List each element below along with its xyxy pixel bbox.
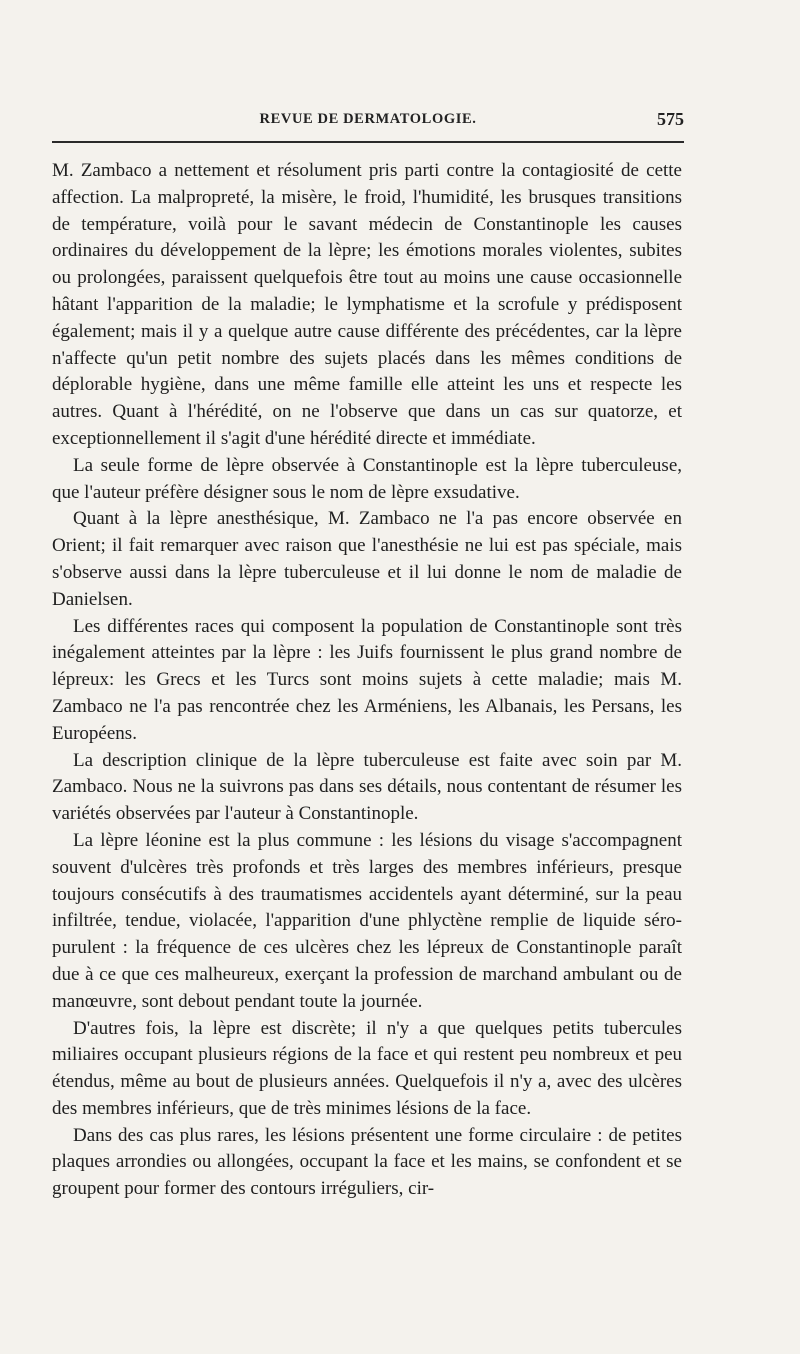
paragraph-anesthetic-form: Quant à la lèpre anesthésique, M. Zambaco ne l'a pas encore observée en Orient; il fait remarquer avec raison que l'anesthésie ne lui est pas spéciale, mais s'observe aussi dans la lèpre tuberculeuse et il lui donne le nom de maladie de Danielsen. <box>52 508 682 610</box>
article-body <box>52 158 682 1203</box>
header-rule <box>52 141 684 143</box>
paragraph-tuberculous-form: La seule forme de lèpre observée à Constantinople est la lèpre tuberculeuse, que l'auteur préfère désigner sous le nom de lèpre exsudative. <box>52 454 682 503</box>
paragraph-discrete-leprosy: D'autres fois, la lèpre est discrète; il n'y a que quelques petits tubercules miliaires occupant plusieurs régions de la face et qui restent peu nombreux et peu étendus, même au bout de plusieurs années. Quelquefois il n'y a, avec des ulcères des membres inférieurs, que de très minimes lésions de la face. <box>52 1017 682 1119</box>
running-header <box>52 111 684 135</box>
running-title: REVUE DE DERMATOLOGIE. <box>259 111 477 127</box>
paragraph-contagion: M. Zambaco a nettement et résolument pris parti contre la contagiosité de cette affection. La malpropreté, la misère, le froid, l'humidité, les brusques transitions de température, voilà pour le savant médecin de Constantinople les causes ordinaires du développement de la lèpre; les émotions morales violentes, subites ou prolongées, paraissent quelquefois être tout au moins une cause occasionnelle hâtant l'apparition de la maladie; le lymphatisme et la scrofule y prédisposent également; mais il y a quelque autre cause différente des précédentes, car la lèpre n'affecte qu'un petit nombre des sujets placés dans les mêmes conditions de déplorable hygiène, dans une même famille elle atteint les uns et respecte les autres. Quant à l'hérédité, on ne l'observe que dans un cas sur quatorze, et exceptionnellement il s'agit d'une hérédité directe et immédiate. <box>52 160 682 449</box>
paragraph-circular-lesions: Dans des cas plus rares, les lésions présentent une forme circulaire : de petites plaques arrondies ou allongées, occupant la face et les mains, se confondent et se groupent pour former des contours irréguliers, cir- <box>52 1124 682 1200</box>
paragraph-leonine-leprosy: La lèpre léonine est la plus commune : les lésions du visage s'accompagnent souvent d'ulcères très profonds et très larges des membres inférieurs, presque toujours consécutifs à des traumatismes accidentels ayant déterminé, sur la peau infiltrée, tendue, violacée, l'apparition d'une phlyctène remplie de liquide séro-purulent : la fréquence de ces ulcères chez les lépreux de Constantinople paraît due à ce que ces malheureux, exerçant la profession de marchand ambulant ou de manœuvre, sont debout pendant toute la journée. <box>52 829 682 1012</box>
paragraph-clinical-description: La description clinique de la lèpre tuberculeuse est faite avec soin par M. Zambaco. Nous ne la suivrons pas dans ses détails, nous contentant de résumer les variétés observées par l'auteur à Constantinople. <box>52 749 682 825</box>
page-number: 575 <box>657 109 684 129</box>
paragraph-races: Les différentes races qui composent la population de Constantinople sont très inégalement atteintes par la lèpre : les Juifs fournissent le plus grand nombre de lépreux: les Grecs et les Turcs sont moins sujets à cette maladie; mais M. Zambaco ne l'a pas rencontrée chez les Arméniens, les Albanais, les Persans, les Européens. <box>52 615 682 744</box>
